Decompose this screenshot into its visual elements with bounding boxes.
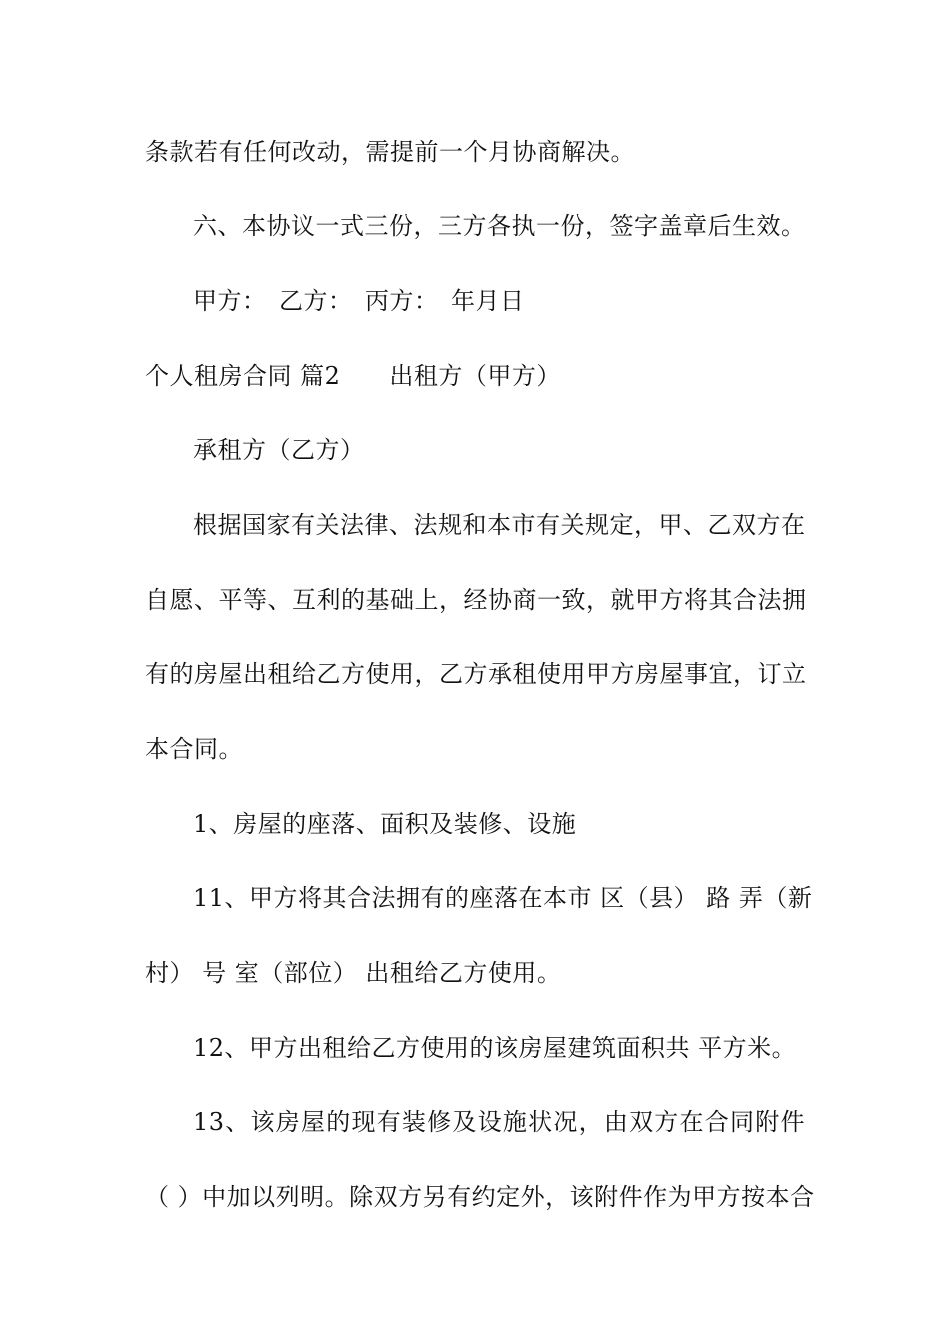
section-heading: 个人租房合同 篇2 出租方（甲方） <box>145 362 561 390</box>
paragraph-line: 六、本协议一式三份，三方各执一份，签字盖章后生效。 <box>193 212 806 240</box>
paragraph-line: 12、甲方出租给乙方使用的该房屋建筑面积共 平方米。 <box>193 1034 797 1062</box>
paragraph-line: 村） 号 室（部位） 出租给乙方使用。 <box>145 959 562 987</box>
paragraph-line: 11、甲方将其合法拥有的座落在本市 区（县） 路 弄（新 <box>193 884 813 912</box>
paragraph-line: 自愿、平等、互利的基础上，经协商一致，就甲方将其合法拥 <box>145 586 807 614</box>
paragraph-line: 13、该房屋的现有装修及设施状况，由双方在合同附件 <box>193 1108 805 1136</box>
paragraph-line: 本合同。 <box>145 735 243 763</box>
paragraph-line: 根据国家有关法律、法规和本市有关规定，甲、乙双方在 <box>193 511 806 539</box>
signature-line: 甲方： 乙方： 丙方： 年月日 <box>193 287 525 315</box>
paragraph-line: （ ）中加以列明。除双方另有约定外，该附件作为甲方按本合 <box>145 1183 815 1211</box>
clause-heading: 1、房屋的座落、面积及装修、设施 <box>193 810 577 838</box>
paragraph-line: 有的房屋出租给乙方使用，乙方承租使用甲方房屋事宜，订立 <box>145 660 807 688</box>
paragraph-line: 条款若有任何改动，需提前一个月协商解决。 <box>145 138 635 166</box>
party-line: 承租方（乙方） <box>193 436 365 464</box>
